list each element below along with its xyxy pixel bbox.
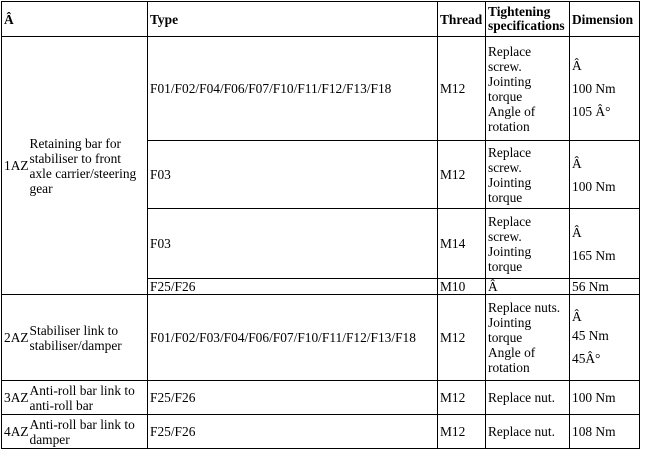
dim-line: 100 Nm	[572, 178, 616, 194]
spec-line: Angle of rotation	[488, 345, 536, 375]
group2-type: F01/F02/F03/F04/F06/F07/F10/F11/F12/F13/F18	[148, 295, 438, 381]
group3-dim: 100 Nm	[570, 381, 640, 415]
header-type: Type	[148, 2, 438, 37]
group3-label-cell	[2, 381, 148, 415]
table-row	[2, 415, 640, 449]
group1-row1-type: F01/F02/F04/F06/F07/F10/F11/F12/F13/F18	[148, 37, 438, 141]
table-row	[2, 295, 640, 381]
dim-line: Â	[572, 309, 582, 324]
group1-row3-spec	[486, 209, 570, 279]
header-pos: Â	[2, 2, 148, 37]
group1-row3-type: F03	[148, 209, 438, 279]
group3-spec: Replace nut.	[486, 381, 570, 415]
spec-line: Replace screw.	[488, 213, 532, 244]
group1-row1-spec	[486, 37, 570, 141]
group4-dim: 108 Nm	[570, 415, 640, 449]
group2-thread: M12	[438, 295, 486, 381]
dim-line: Â	[572, 155, 582, 171]
dim-line: Â	[572, 224, 582, 240]
dim-line: 45Â°	[572, 351, 601, 366]
spec-line: Replace screw.	[488, 144, 532, 175]
header-row	[2, 2, 640, 37]
group1-row4-dim: 56 Nm	[570, 279, 640, 295]
group2-pos: 2AZ	[4, 330, 29, 345]
group1-row2-type: F03	[148, 141, 438, 209]
group1-row1-dim	[570, 37, 640, 141]
group4-thread: M12	[438, 415, 486, 449]
group2-spec	[486, 295, 570, 381]
group4-desc: Anti-roll bar link to damper	[29, 416, 135, 447]
torque-spec-table	[1, 1, 640, 449]
table-row	[2, 381, 640, 415]
group2-label-cell	[2, 295, 148, 381]
group3-pos: 3AZ	[4, 390, 29, 405]
spec-line: Replace nuts.	[488, 300, 561, 315]
header-dimension: Dimension	[570, 2, 640, 37]
group1-row3-dim	[570, 209, 640, 279]
group2-dim	[570, 295, 640, 381]
group1-row4-type: F25/F26	[148, 279, 438, 295]
group1-label-cell	[2, 37, 148, 295]
group3-thread: M12	[438, 381, 486, 415]
group2-desc: Stabiliser link to stabiliser/damper	[29, 322, 122, 353]
group1-row3-thread: M14	[438, 209, 486, 279]
group1-row4-thread: M10	[438, 279, 486, 295]
dim-line: 105 Â°	[572, 104, 611, 119]
group4-pos: 4AZ	[4, 424, 29, 439]
spec-line: Jointing torque	[488, 73, 532, 104]
group1-row1-thread: M12	[438, 37, 486, 141]
dim-line: 45 Nm	[572, 328, 609, 343]
table-row	[2, 37, 640, 141]
spec-line: Angle of rotation	[488, 103, 536, 134]
header-tightening: Tightening specifications	[486, 2, 570, 37]
group4-spec: Replace nut.	[486, 415, 570, 449]
dim-line: Â	[572, 58, 582, 73]
group1-desc: Retaining bar for stabiliser to front axle carrier/steering gear	[29, 135, 137, 196]
group1-pos: 1AZ	[4, 158, 29, 173]
spec-line: Jointing torque	[488, 243, 532, 274]
spec-line: Jointing torque	[488, 315, 532, 345]
spec-line: Jointing torque	[488, 174, 532, 205]
spec-line: Replace screw.	[488, 43, 532, 74]
group1-row2-spec	[486, 141, 570, 209]
dim-line: 100 Nm	[572, 81, 616, 96]
group4-type: F25/F26	[148, 415, 438, 449]
dim-line: 165 Nm	[572, 247, 616, 263]
header-thread: Thread	[438, 2, 486, 37]
group1-row2-dim	[570, 141, 640, 209]
group1-row2-thread: M12	[438, 141, 486, 209]
group1-row4-spec: Â	[486, 279, 570, 295]
group3-desc: Anti-roll bar link to anti-roll bar	[29, 382, 135, 413]
group4-label-cell	[2, 415, 148, 449]
group3-type: F25/F26	[148, 381, 438, 415]
